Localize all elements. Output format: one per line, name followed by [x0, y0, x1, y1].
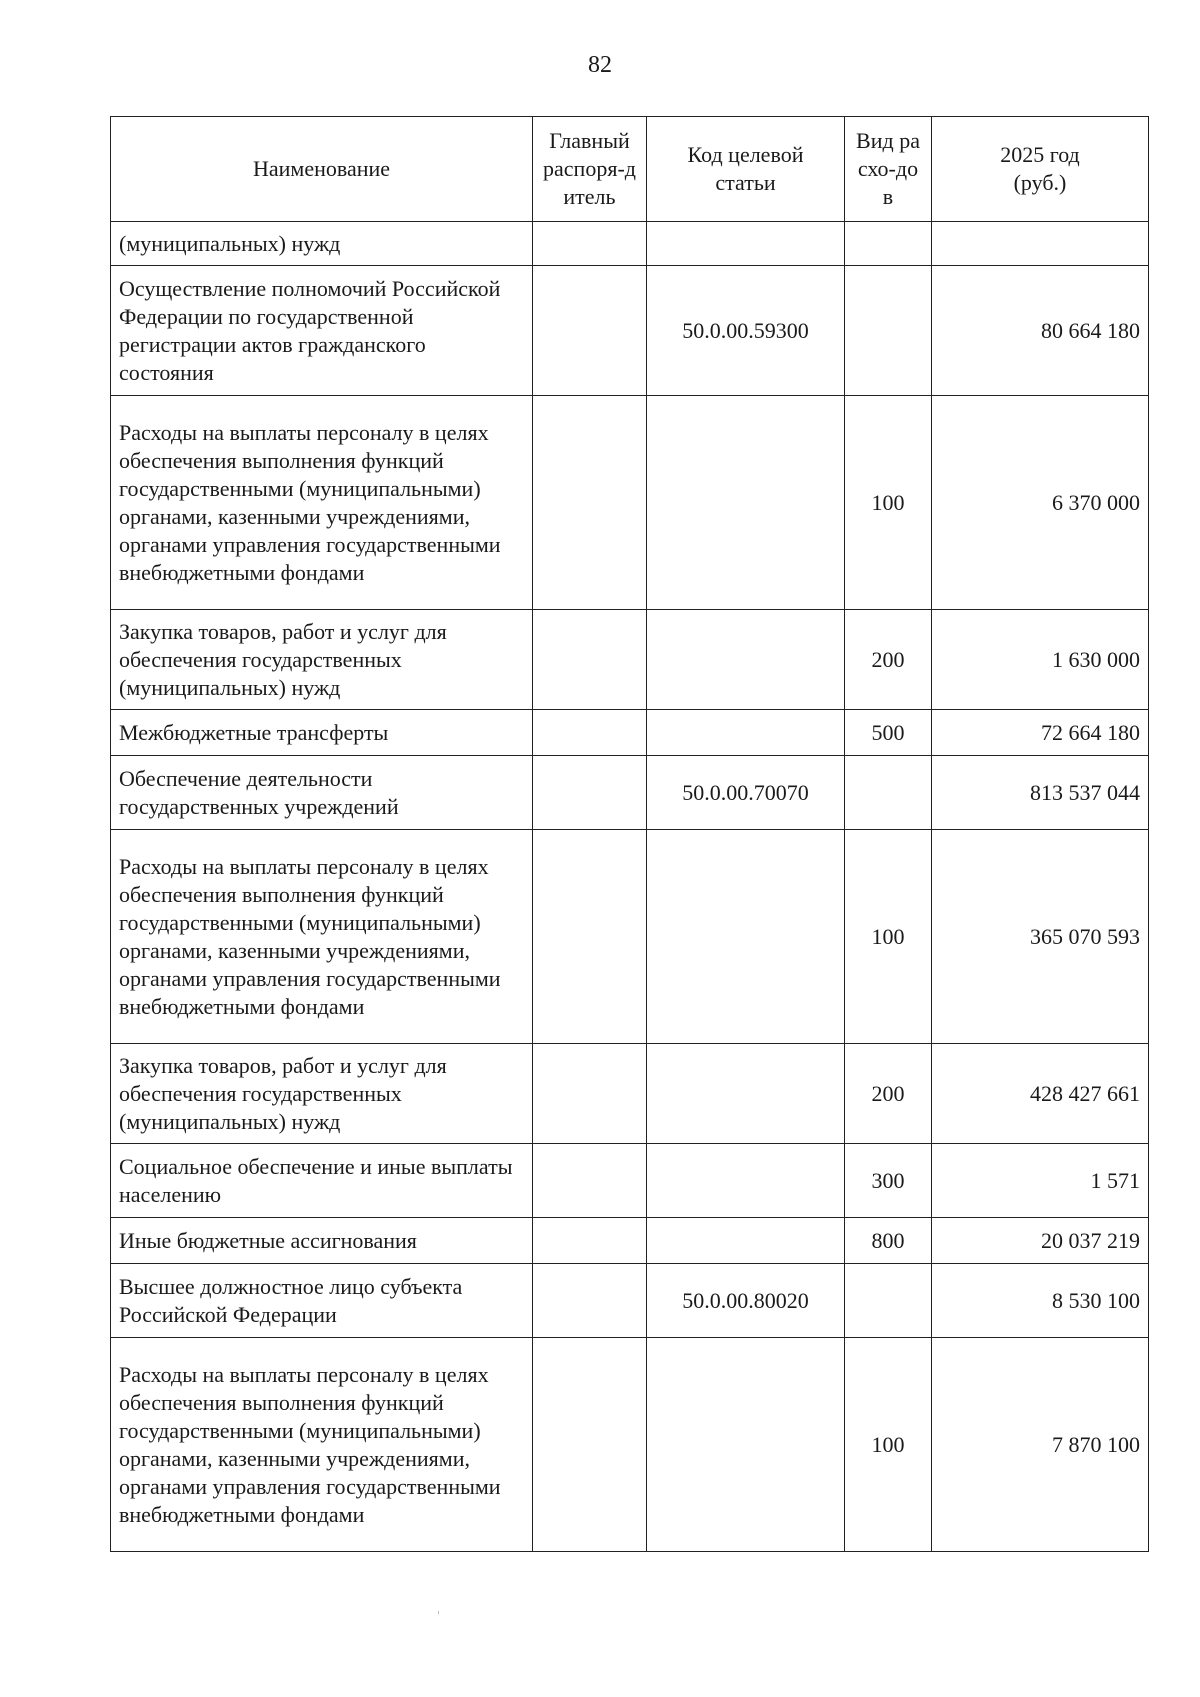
row-amount: 20 037 219: [932, 1218, 1149, 1264]
row-name: Закупка товаров, работ и услуг для обеспечения государственных (муниципальных) нужд: [111, 1044, 533, 1144]
row-type: 200: [845, 1044, 932, 1144]
row-type: [845, 222, 932, 266]
row-type: [845, 266, 932, 396]
row-name: Иные бюджетные ассигнования: [111, 1218, 533, 1264]
row-amount: 6 370 000: [932, 396, 1149, 610]
row-type: 100: [845, 1338, 932, 1552]
row-name: Социальное обеспечение и иные выплаты населению: [111, 1144, 533, 1218]
row-type: 200: [845, 610, 932, 710]
row-amount: 813 537 044: [932, 756, 1149, 830]
row-admin: [533, 266, 647, 396]
header-code-label: Код целевой статьи: [687, 142, 804, 195]
row-name: Расходы на выплаты персоналу в целях обеспечения выполнения функций государственными (муниципальными) органами, казенными учреждениями, органами управления государственными внебюджетными фондами: [111, 1338, 533, 1552]
row-name: Высшее должностное лицо субъекта Российской Федерации: [111, 1264, 533, 1338]
row-code: 50.0.00.70070: [647, 756, 845, 830]
page-number: 82: [588, 52, 612, 78]
header-type: [845, 117, 932, 222]
row-name: (муниципальных) нужд: [111, 222, 533, 266]
row-type: [845, 1264, 932, 1338]
row-amount: [932, 222, 1149, 266]
row-amount: 1 630 000: [932, 610, 1149, 710]
row-code: [647, 1338, 845, 1552]
table-row: [111, 1264, 1149, 1338]
row-code: [647, 830, 845, 1044]
row-code: [647, 396, 845, 610]
row-amount: 365 070 593: [932, 830, 1149, 1044]
table-row: [111, 1338, 1149, 1552]
row-type: 100: [845, 830, 932, 1044]
row-admin: [533, 1338, 647, 1552]
row-code: [647, 1044, 845, 1144]
table-row: [111, 610, 1149, 710]
row-amount: 1 571: [932, 1144, 1149, 1218]
row-admin: [533, 1218, 647, 1264]
row-name: Осуществление полномочий Российской Федерации по государственной регистрации актов гражданского состояния: [111, 266, 533, 396]
scan-speck: [438, 1611, 439, 1614]
row-admin: [533, 610, 647, 710]
row-admin: [533, 1264, 647, 1338]
row-code: 50.0.00.59300: [647, 266, 845, 396]
row-code: [647, 222, 845, 266]
header-amount-label: 2025 год (руб.): [1000, 142, 1080, 195]
header-code: [647, 117, 845, 222]
table-row: [111, 830, 1149, 1044]
table-row: [111, 710, 1149, 756]
row-type: 800: [845, 1218, 932, 1264]
table-row: [111, 1044, 1149, 1144]
row-code: [647, 1218, 845, 1264]
row-name: Обеспечение деятельности государственных учреждений: [111, 756, 533, 830]
row-amount: 8 530 100: [932, 1264, 1149, 1338]
row-type: 300: [845, 1144, 932, 1218]
row-code: [647, 710, 845, 756]
table-row: [111, 266, 1149, 396]
table-row: [111, 1144, 1149, 1218]
table-row: [111, 1218, 1149, 1264]
header-admin: [533, 117, 647, 222]
row-admin: [533, 222, 647, 266]
row-admin: [533, 396, 647, 610]
row-amount: 7 870 100: [932, 1338, 1149, 1552]
table-row: [111, 396, 1149, 610]
header-type-label: Вид расхо-дов: [856, 128, 920, 209]
row-code: 50.0.00.80020: [647, 1264, 845, 1338]
row-name: Закупка товаров, работ и услуг для обеспечения государственных (муниципальных) нужд: [111, 610, 533, 710]
row-name: Расходы на выплаты персоналу в целях обеспечения выполнения функций государственными (муниципальными) органами, казенными учреждениями, органами управления государственными внебюджетными фондами: [111, 396, 533, 610]
row-amount: 72 664 180: [932, 710, 1149, 756]
header-admin-label: Главный распоря-дитель: [543, 128, 636, 209]
table-header-row: [111, 117, 1149, 222]
row-admin: [533, 1144, 647, 1218]
row-code: [647, 1144, 845, 1218]
header-amount: [932, 117, 1149, 222]
row-name: Расходы на выплаты персоналу в целях обеспечения выполнения функций государственными (муниципальными) органами, казенными учреждениями, органами управления государственными внебюджетными фондами: [111, 830, 533, 1044]
budget-table: [110, 116, 1149, 1552]
row-admin: [533, 830, 647, 1044]
row-type: 500: [845, 710, 932, 756]
row-name: Межбюджетные трансферты: [111, 710, 533, 756]
row-admin: [533, 710, 647, 756]
row-type: [845, 756, 932, 830]
table-row: [111, 222, 1149, 266]
row-type: 100: [845, 396, 932, 610]
header-name: Наименование: [111, 117, 533, 222]
row-code: [647, 610, 845, 710]
row-amount: 428 427 661: [932, 1044, 1149, 1144]
row-admin: [533, 1044, 647, 1144]
row-amount: 80 664 180: [932, 266, 1149, 396]
table-row: [111, 756, 1149, 830]
row-admin: [533, 756, 647, 830]
